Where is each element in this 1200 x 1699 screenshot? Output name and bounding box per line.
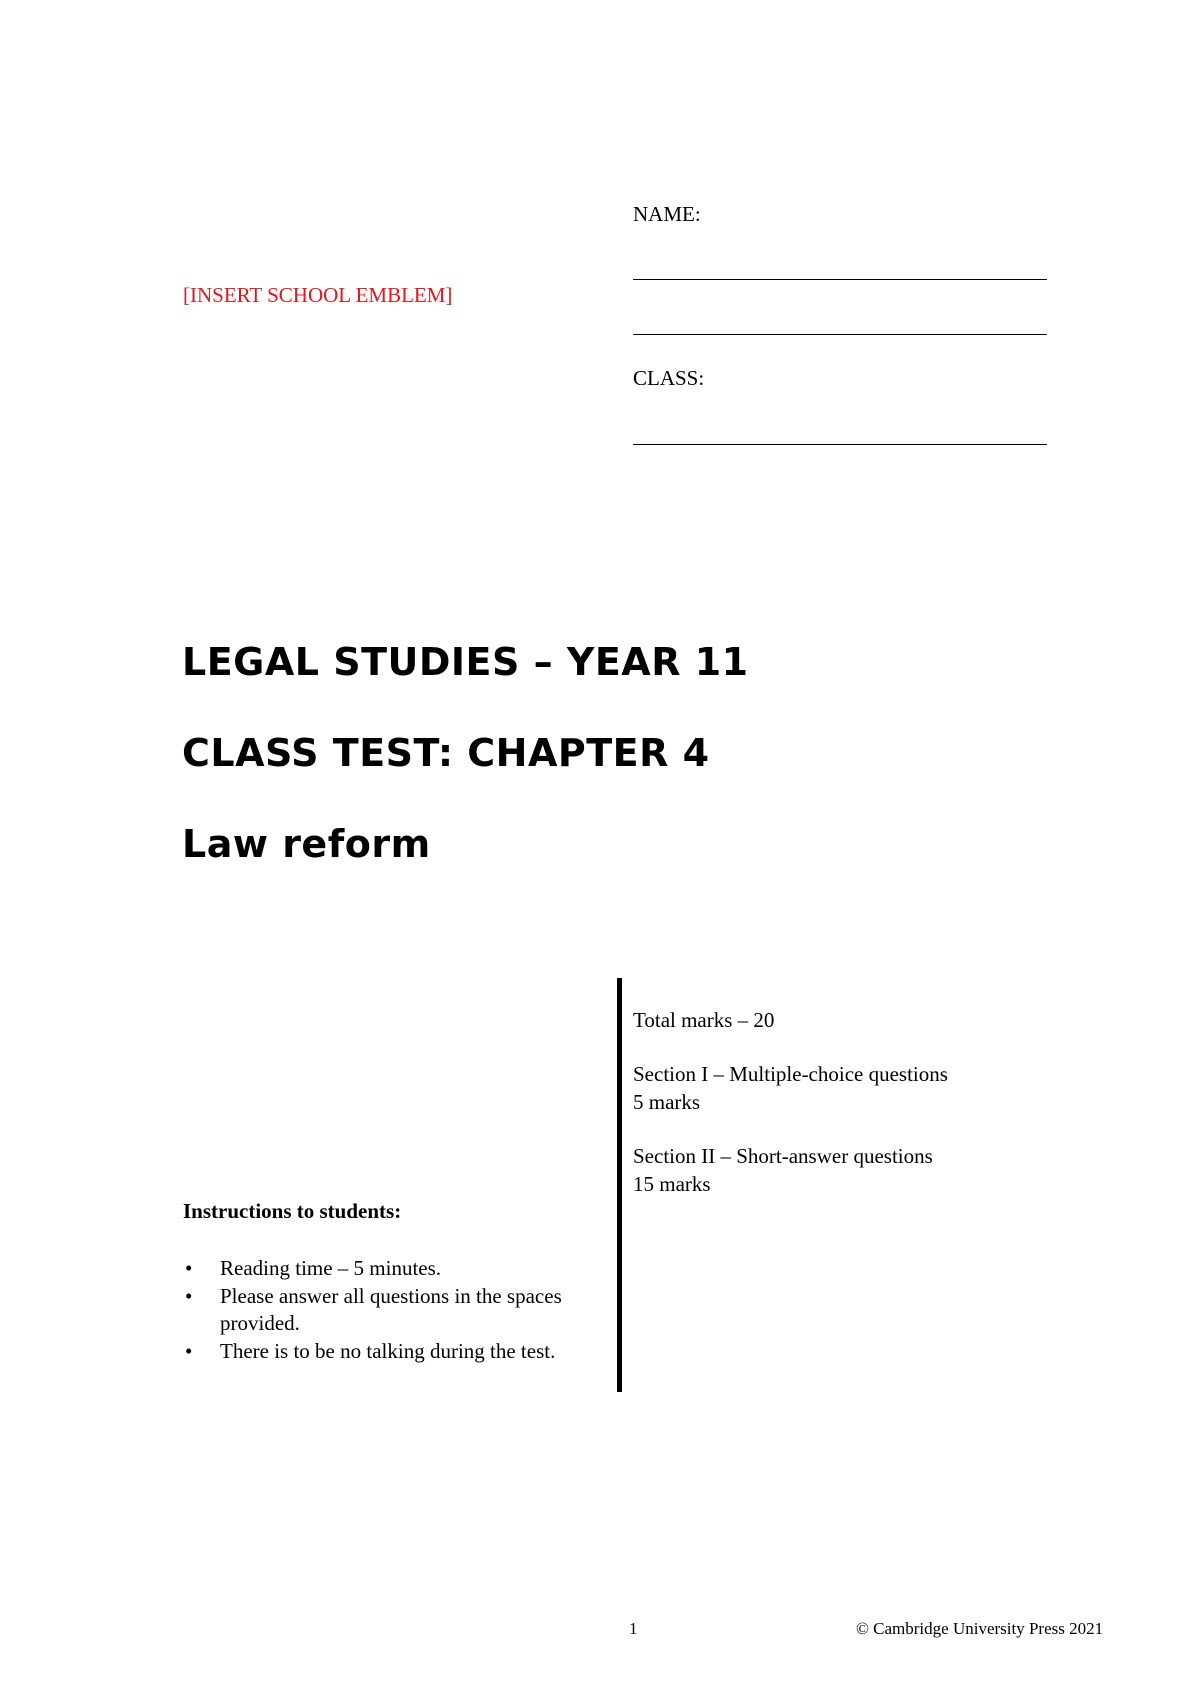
name-label: NAME: [633,202,701,226]
list-item [183,1283,603,1338]
instruction-text: There is to be no talking during the test. [220,1338,556,1363]
total-marks: Total marks – 20 [633,1008,775,1032]
list-item [183,1255,603,1283]
topic-title: Law reform [182,822,431,866]
section2-title: Section II – Short-answer questions [633,1144,933,1168]
section1-title: Section I – Multiple-choice questions [633,1062,948,1086]
class-line[interactable] [633,444,1047,445]
instructions-heading: Instructions to students: [183,1199,402,1223]
list-item [183,1338,603,1366]
bullet-icon: • [185,1283,193,1308]
school-emblem-placeholder: [INSERT SCHOOL EMBLEM] [183,283,453,307]
instructions-list [183,1255,603,1365]
test-title: CLASS TEST: CHAPTER 4 [182,731,710,775]
bullet-icon: • [185,1338,193,1363]
instruction-text: Please answer all questions in the spaces provided. [220,1283,562,1335]
section1-marks: 5 marks [633,1090,701,1114]
bullet-icon: • [185,1256,193,1280]
copyright-notice: © Cambridge University Press 2021 [856,1619,1104,1638]
page-number: 1 [629,1619,638,1638]
subject-title: LEGAL STUDIES – YEAR 11 [182,640,749,684]
name-line-2[interactable] [633,334,1047,335]
instruction-text: Reading time – 5 minutes. [220,1256,442,1280]
name-line-1[interactable] [633,279,1047,280]
section2-marks: 15 marks [633,1172,711,1196]
class-label: CLASS: [633,366,705,390]
vertical-divider [617,978,622,1392]
